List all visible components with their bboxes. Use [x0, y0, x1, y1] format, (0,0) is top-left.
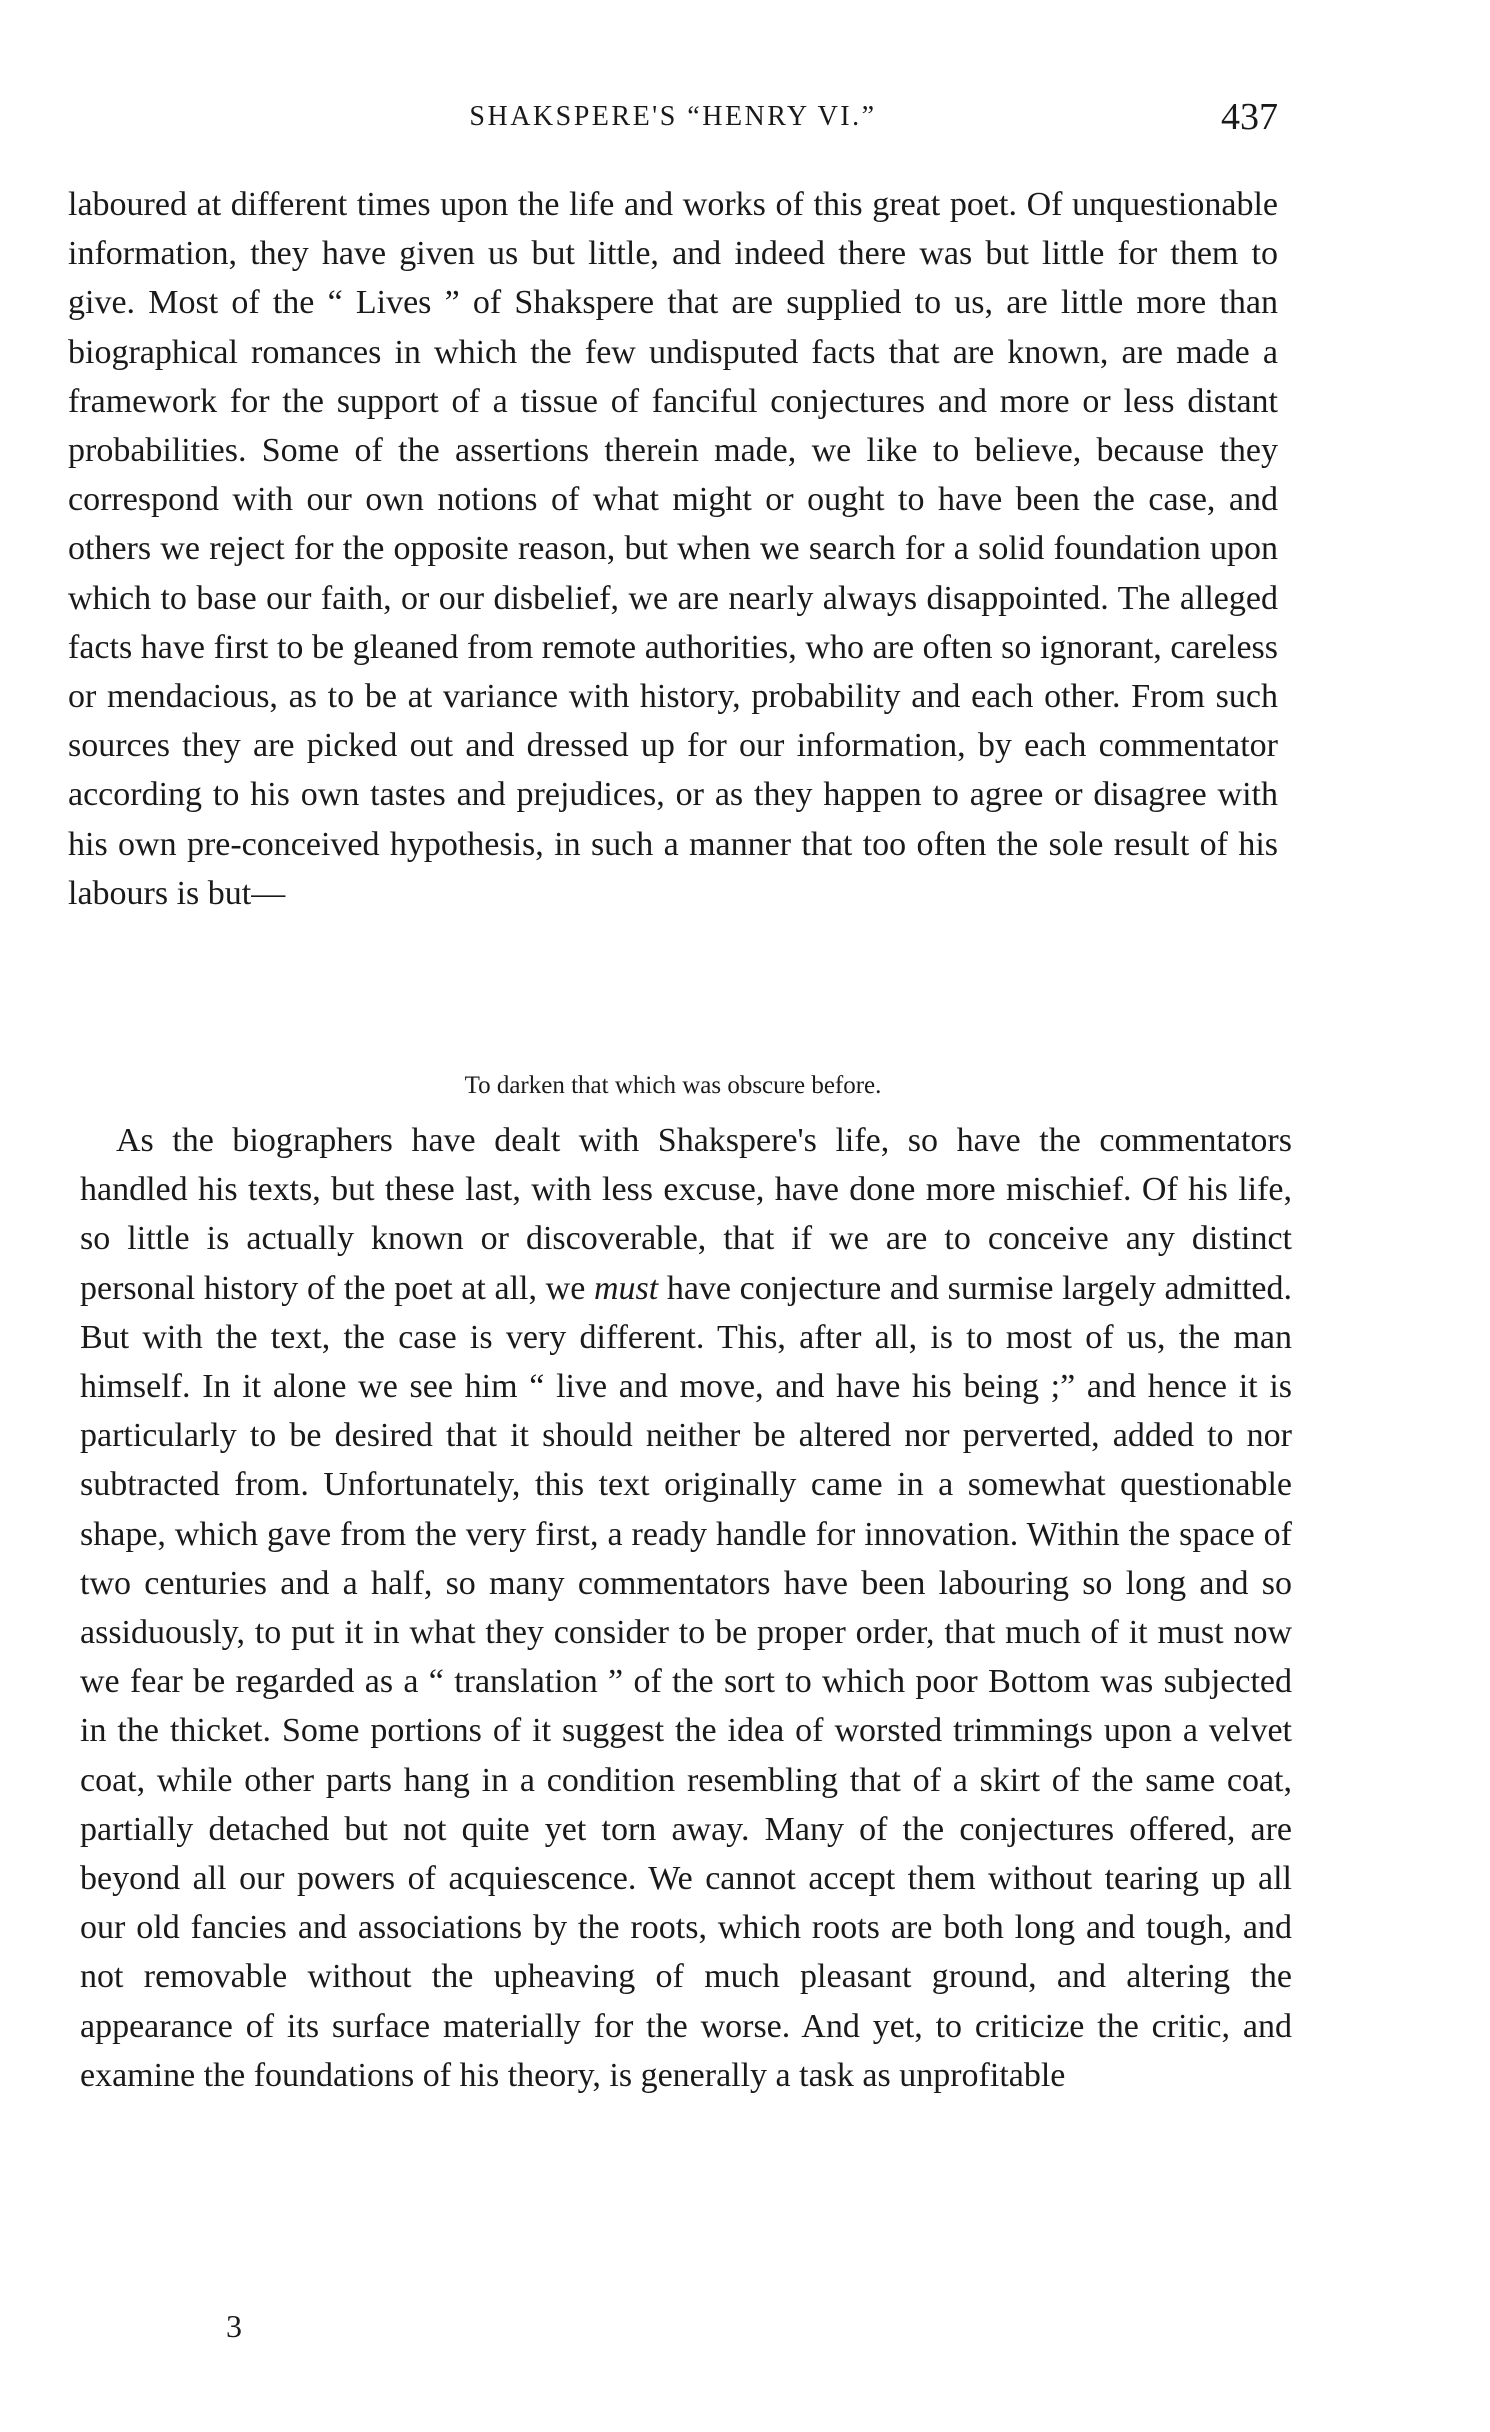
paragraph-2-text-a: As the biographers have dealt with Shakspere's life, so have the commentators handled his texts, but these last, with less excuse, have done more mischief. Of his life, so little is actually known or discoverable, that if we are to conceive any distinct personal history of the poet at all, we [80, 1122, 1292, 1307]
page-header [68, 95, 1278, 145]
emphasis-must: must [593, 1269, 659, 1307]
page-number: 437 [1221, 96, 1278, 138]
signature-mark: 3 [226, 2308, 242, 2344]
running-title: SHAKSPERE'S “HENRY VI.” [469, 101, 877, 132]
paragraph-1: laboured at different times upon the life and works of this great poet. Of unquestionable information, they have given us but little, and indeed there was but little for them to give. Most of the “ Lives ” of Shakspere that are supplied to us, are little more than biographical romances in which the few undisputed facts that are known, are made a framework for the support of a tissue of fanciful conjectures and more or less distant probabilities. Some of the assertions therein made, we like to believe, because they correspond with our own notions of what might or ought to have been the case, and others we reject for the opposite reason, but when we search for a solid foundation upon which to base our faith, or our disbelief, we are nearly always disappointed. The alleged facts have first to be gleaned from remote authorities, who are often so ignorant, careless or mendacious, as to be at variance with history, probability and each other. From such sources they are picked out and dressed up for our information, by each commentator according to his own tastes and prejudices, or as they happen to agree or disagree with his own pre-conceived hypothesis, in such a manner that too often the sole result of his labours is but— [68, 186, 1278, 912]
paragraph-2-text-b: have conjecture and surmise largely admitted. But with the text, the case is very different. This, after all, is to most of us, the man himself. In it alone we see him “ live and move, and have his being ;” and hence it is particularly to be desired that it should neither be altered nor perverted, added to nor subtracted from. Unfortunately, this text originally came in a somewhat questionable shape, which gave from the very first, a ready handle for innovation. Within the space of two centuries and a half, so many commentators have been labouring so long and so assiduously, to put it in what they consider to be proper order, that much of it must now we fear be regarded as a “ translation ” of the sort to which poor Bottom was subjected in the thicket. Some portions of it suggest the idea of worsted trimmings upon a velvet coat, while other parts hang in a condition resembling that of a skirt of the same coat, partially detached but not quite yet torn away. Many of the conjectures offered, are beyond all our powers of acquiescence. We cannot accept them without tearing up all our old fancies and associations by the roots, which roots are both long and tough, and not removable without the upheaving of much pleasant ground, and altering the appearance of its surface materially for the worse. And yet, to criticize the critic, and examine the foundations of his theory, is generally a task as unprofitable [80, 1269, 1292, 2094]
quotation-line: To darken that which was obscure before. [464, 1072, 882, 1099]
paragraph-2 [80, 1116, 1292, 2100]
